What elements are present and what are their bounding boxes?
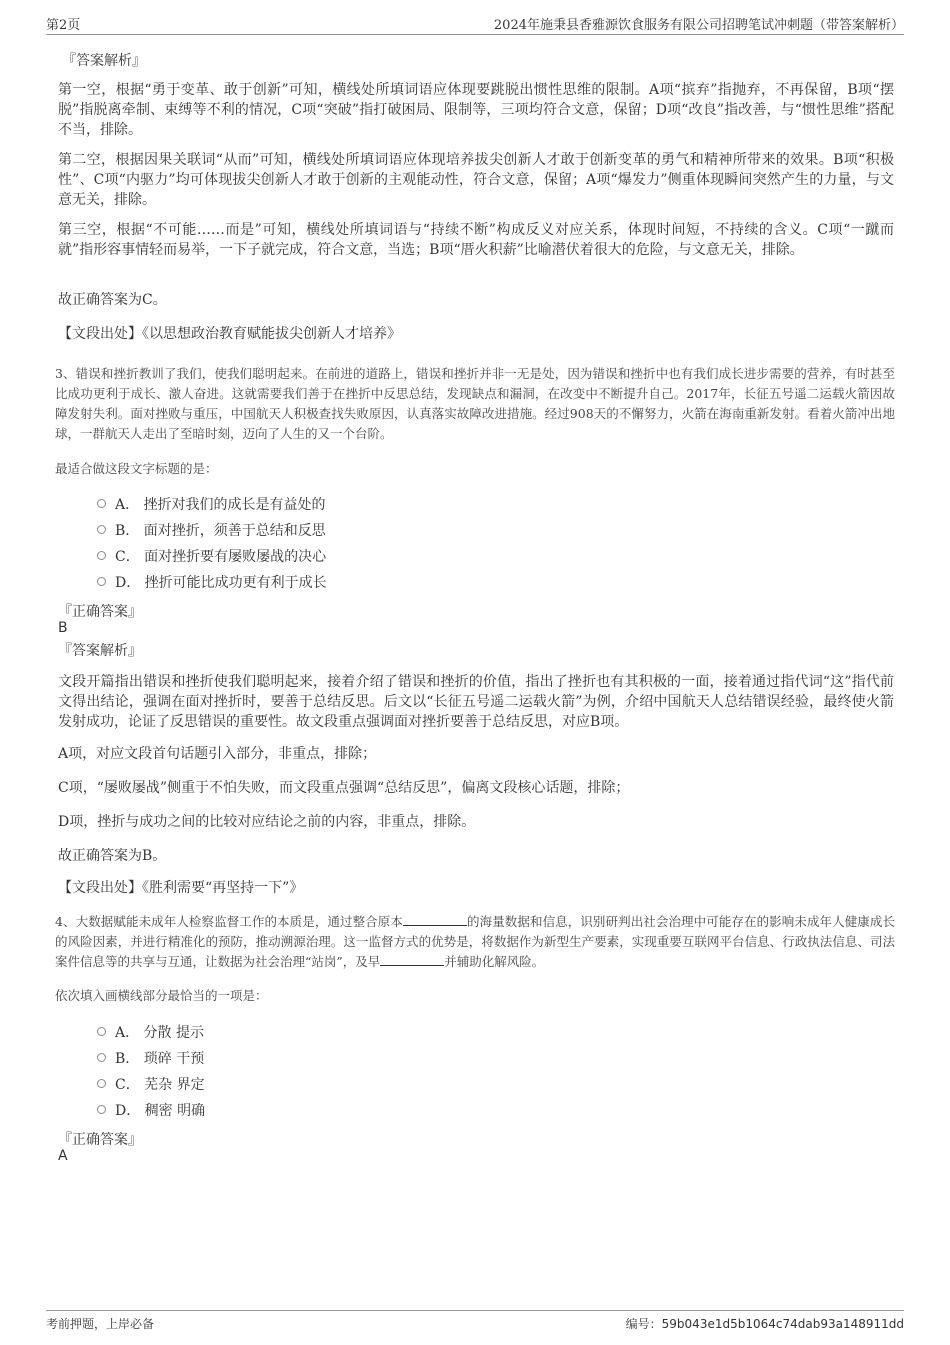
footer-slogan: 考前押题，上岸必备 (46, 1317, 155, 1331)
option-c-note: C项，“屡败屡战”侧重于不怕失败，而文段重点强调“总结反思”，偏离文段核心话题，排除； (58, 780, 630, 796)
analysis-paragraph-3: 第三空，根据“不可能……而是”可知，横线处所填词语与“持续不断”构成反义对应关系，体现时间短，不持续的含义。C项“一蹴而就”指形容事情轻而易举，一下子就完成，符合文意，当选；B项“厝火积薪”比喻潜伏着很大的危险，与文意无关，排除。 (58, 222, 894, 258)
correct-answer-label: 『正确答案』 (58, 1132, 142, 1148)
analysis-paragraph-2: 第二空，根据因果关联词“从而”可知，横线处所填词语应体现培养拔尖创新人才敢于创新变革的勇气和精神所带来的效果。B项“积极性”、C项“内驱力”均可体现拔尖创新人才敢于创新的主观能动性，符合文意，保留；A项“爆发力”侧重体现瞬间突然产生的力量，与文意无关，排除。 (58, 152, 894, 208)
question-3-text: 3、错误和挫折教训了我们，使我们聪明起来。在前进的道路上，错误和挫折并非一无是处，因为错误和挫折中也有我们成长进步需要的营养，有时甚至比成功更利于成长、激人奋进。这就需要我们善于在挫折中反思总结，发现缺点和漏洞，在改变中不断提升自己。2017年，长征五号遥二运载火箭因故障发射失利。面对挫败与重压，中国航天人积极查找失败原因，认真落实故障改进措施。经过908天的不懈努力，火箭在海南重新发射。看着火箭冲出地球，一群航天人走出了至暗时刻，迈向了人生的又一个台阶。 (55, 366, 895, 441)
document-code (626, 1315, 904, 1332)
option-c-label: C． 芜杂 界定 (115, 1077, 205, 1093)
question-4-text-part-1: 4、大数据赋能未成年人检察监督工作的本质是，通过整合原本 (55, 914, 403, 929)
correct-answer-value: B (58, 620, 68, 636)
question-4-text (55, 912, 895, 972)
question-4-text-part-3: 并辅助化解风险。 (444, 954, 545, 969)
radio-icon[interactable] (97, 1105, 106, 1114)
answer-analysis-text: 文段开篇指出错误和挫折使我们聪明起来，接着介绍了错误和挫折的价值，指出了挫折也有其积极的一面，接着通过指代词“这”指代前文得出结论，强调在面对挫折时，要善于总结反思。后文以“长征五号遥二运载火箭”为例，介绍中国航天人总结错误经验，最终使火箭发射成功，论证了反思错误的重要性。故文段重点强调面对挫折要善于总结反思，对应B项。 (58, 674, 894, 730)
source-citation: 【文段出处】《以思想政治教育赋能拔尖创新人才培养》 (58, 326, 401, 342)
document-code-value: 59b043e1d5b1064c74dab93a148911dd (661, 1317, 904, 1331)
question-4-text-part-2: 的海量数据和信息，识别研判出社会治理中可能存在的影响未成年人健康成长的风险因素，并进行精准化的预防，推动溯源治理。这一监督方式的优势是，将数据作为新型生产要素，实现重要互联网平台信息、行政执法信息、司法案件信息等的共享与互通，让数据为社会治理“站岗”，及早 (55, 914, 895, 969)
page-header (46, 12, 904, 35)
correct-answer-conclusion: 故正确答案为C。 (58, 292, 167, 308)
page-number: 第2页 (46, 18, 81, 33)
document-title: 2024年施秉县香雅源饮食服务有限公司招聘笔试冲刺题（带答案解析） (493, 18, 904, 33)
option-d-label: D． 稠密 明确 (115, 1103, 206, 1119)
fill-blank-1 (403, 913, 467, 926)
option-a-note: A项，对应文段首句话题引入部分，非重点，排除； (58, 746, 377, 762)
option-d-label: D． 挫折可能比成功更有利于成长 (115, 575, 327, 591)
radio-icon[interactable] (97, 1053, 106, 1062)
correct-answer-label: 『正确答案』 (58, 604, 142, 620)
analysis-paragraph-1: 第一空，根据“勇于变革、敢于创新”可知，横线处所填词语应体现要跳脱出惯性思维的限制。A项“摈弃”指抛弃，不再保留，B项“摆脱”指脱离牵制、束缚等不利的情况，C项“突破”指打破困局、限制等，三项均符合文意，保留；D项“改良”指改善，与“惯性思维”搭配不当，排除。 (58, 82, 894, 138)
radio-icon[interactable] (97, 1027, 106, 1036)
option-b-label: B． 面对挫折，须善于总结和反思 (115, 523, 326, 539)
option-d-note: D项，挫折与成功之间的比较对应结论之前的内容，非重点，排除。 (58, 814, 476, 830)
option-a-label: A． 分散 提示 (115, 1025, 205, 1041)
answer-analysis-label: 『答案解析』 (58, 643, 142, 659)
document-code-label: 编号： (625, 1317, 662, 1331)
answer-analysis-label: 『答案解析』 (62, 53, 146, 69)
radio-icon[interactable] (97, 525, 106, 534)
radio-icon[interactable] (97, 1079, 106, 1088)
source-citation: 【文段出处】《胜利需要“再坚持一下”》 (58, 880, 304, 896)
radio-icon[interactable] (97, 499, 106, 508)
option-a-label: A． 挫折对我们的成长是有益处的 (115, 497, 326, 513)
fill-blank-2 (380, 953, 444, 966)
option-c-label: C． 面对挫折要有屡败屡战的决心 (115, 549, 327, 565)
page-footer (46, 1310, 904, 1333)
option-b-label: B． 琐碎 干预 (115, 1051, 205, 1067)
radio-icon[interactable] (97, 577, 106, 586)
correct-answer-value: A (58, 1148, 68, 1164)
question-4-prompt: 依次填入画横线部分最恰当的一项是： (55, 988, 268, 1003)
question-3-prompt: 最适合做这段文字标题的是： (55, 461, 218, 476)
radio-icon[interactable] (97, 551, 106, 560)
correct-answer-conclusion: 故正确答案为B。 (58, 848, 167, 864)
